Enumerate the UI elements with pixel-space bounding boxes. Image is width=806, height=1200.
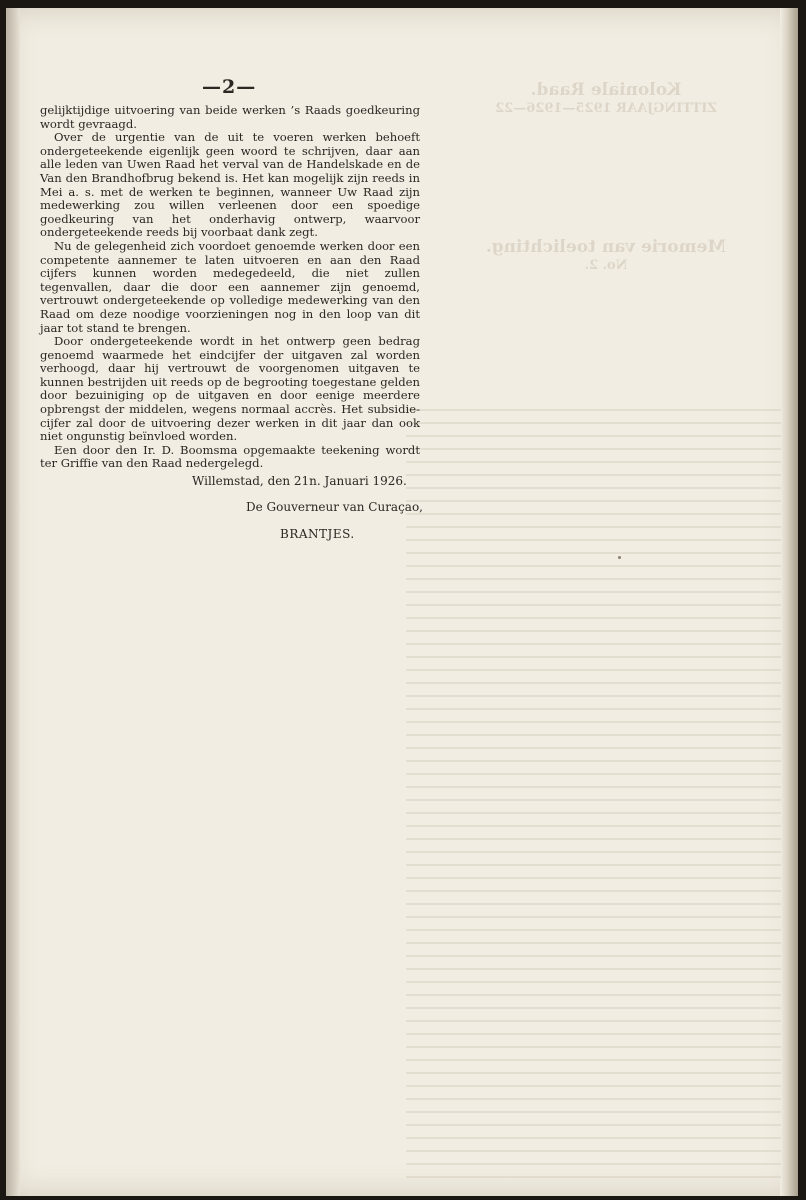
dust-speck — [618, 556, 621, 559]
page-edge — [780, 8, 798, 1196]
place-date: Willemstad, den 21n. Januari 1926. — [192, 474, 407, 488]
page-number: —2— — [202, 76, 257, 98]
bleed-memo: Memorie van toelichting. — [485, 237, 727, 257]
paragraph: gelijktijdige uitvoering van beide werken ’s Raads goedkeuring wordt gevraagd. — [40, 103, 420, 131]
paragraph: Nu de gelegenheid zich voordoet genoemde werken door een competente aannemer te laten uitvoeren en aan den Raad cijfers kunnen worden medegedeeld, die niet zullen tegenvallen, daar die door een aannemer zijn genoemd, vertrouwt ondergeteekende op volledige medewerking van den Raad om deze noodige voorzieningen nog in den loop van dit jaar tot stand te brengen. — [40, 238, 420, 335]
bleed-number: No. 2. — [584, 258, 628, 273]
scanned-page — [6, 8, 798, 1196]
binding-edge — [6, 8, 20, 1196]
paragraph: Over de urgentie van de uit te voeren werken behoeft ondergeteekende eigenlijk geen woord te schrijven, daar aan alle leden van Uwen Raad het verval van de Handelskade en de Van den Brandhofbrug bekend is. Het kan mogelijk zijn reeds in Mei a. s. met de werken te beginnen, wanneer Uw Raad zijn medewerking zou willen verleenen door een spoedige goedkeuring van het onderhavig ontwerp, waarvoor ondergeteekende reeds bij voorbaat dank zegt. — [40, 130, 420, 240]
bleed-through — [436, 78, 776, 272]
signatory-title: De Gouverneur van Curaçao, — [246, 500, 423, 514]
bleed-session: ZITTINGJAAR 1925—1926—22 — [495, 101, 717, 116]
signature: BRANTJES. — [280, 527, 355, 541]
bleed-heading: Koloniale Raad. — [530, 80, 682, 100]
body-text — [40, 104, 420, 471]
paragraph: Door ondergeteekende wordt in het ontwerp geen bedrag genoemd waarmede het eindcijfer der uitgaven zal worden verhoogd, daar hij vertrouwt de voorgenomen uitgaven te kunnen bestrijden uit reeds op de begrooting toegestane gelden door bezuiniging op de uitgaven en door eenige meerdere opbrengst der middelen, wegens normaal accrès. Het subsidie-cijfer zal door de uitvoering dezer werken in dit jaar dan ook niet ongunstig beïnvloed worden. — [40, 334, 420, 444]
paragraph: Een door den Ir. D. Boomsma opgemaakte teekening wordt ter Griffie van den Raad nedergelegd. — [40, 442, 420, 471]
bleed-through-lines — [406, 403, 781, 1183]
